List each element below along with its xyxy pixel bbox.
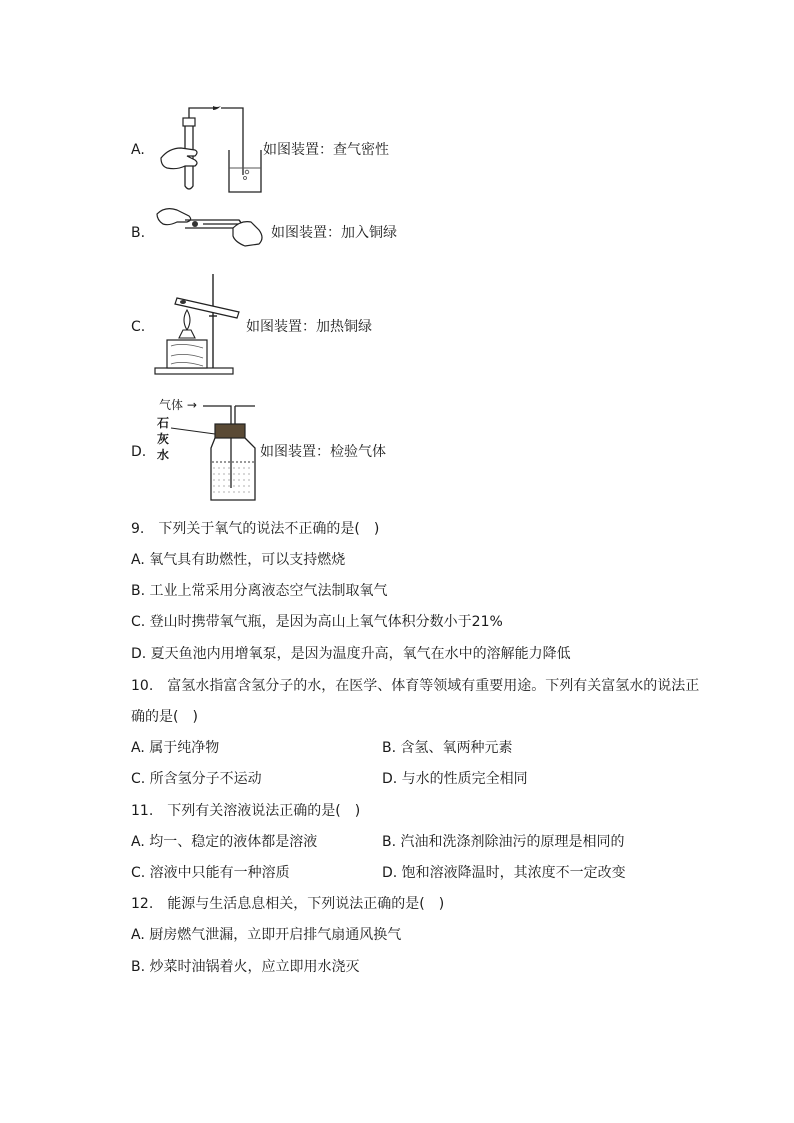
question-11-option-c: C. 溶液中只能有一种溶质: [131, 865, 290, 881]
option-letter-a: A.: [131, 142, 145, 158]
side-label-2: 灰: [157, 432, 170, 446]
question-9-stem: 9. 下列关于氧气的说法不正确的是( ): [131, 521, 380, 537]
option-c-caption: 如图装置：加热铜绿: [246, 319, 372, 335]
question-12-option-b: B. 炒菜时油锅着火，应立即用水浇灭: [131, 959, 360, 975]
question-10-stem-line-1: 10. 富氢水指富含氢分子的水，在医学、体育等领域有重要用途。下列有关富氢水的说法正: [131, 678, 700, 694]
figure-airtightness-check: [155, 100, 265, 196]
question-11-option-b: B. 汽油和洗涤剂除油污的原理是相同的: [382, 834, 625, 850]
question-11-stem: 11. 下列有关溶液说法正确的是( ): [131, 803, 361, 819]
option-letter-b: B.: [131, 225, 146, 241]
question-10-stem-line-2: 确的是( ): [131, 709, 198, 725]
option-letter-c: C.: [131, 319, 146, 335]
option-d-caption: 如图装置：检验气体: [260, 444, 386, 460]
question-12-stem: 12. 能源与生活息息相关，下列说法正确的是( ): [131, 896, 445, 912]
question-9-option-b: B. 工业上常采用分离液态空气法制取氧气: [131, 583, 388, 599]
figure-add-copper-carbonate: [155, 202, 267, 252]
question-10-option-b: B. 含氢、氧两种元素: [382, 740, 513, 756]
question-10-option-a: A. 属于纯净物: [131, 740, 220, 756]
question-11-option-d: D. 饱和溶液降温时，其浓度不一定改变: [382, 865, 626, 881]
side-label-3: 水: [157, 448, 170, 462]
question-11-option-a: A. 均一、稳定的液体都是溶液: [131, 834, 318, 850]
side-label-1: 石: [157, 416, 170, 430]
option-a-caption: 如图装置：查气密性: [263, 142, 389, 158]
question-12-option-a: A. 厨房燃气泄漏，立即开启排气扇通风换气: [131, 927, 402, 943]
question-9-option-c: C. 登山时携带氧气瓶，是因为高山上氧气体积分数小于21%: [131, 614, 503, 630]
question-10-option-c: C. 所含氢分子不运动: [131, 771, 262, 787]
question-10-option-d: D. 与水的性质完全相同: [382, 771, 528, 787]
question-9-option-a: A. 氧气具有助燃性，可以支持燃烧: [131, 552, 346, 568]
gas-label: 气体 →: [159, 398, 197, 412]
figure-heat-copper-carbonate: [153, 272, 245, 378]
option-b-caption: 如图装置：加入铜绿: [271, 225, 397, 241]
question-9-option-d: D. 夏天鱼池内用增氧泵，是因为温度升高，氧气在水中的溶解能力降低: [131, 646, 571, 662]
option-letter-d: D.: [131, 444, 147, 460]
